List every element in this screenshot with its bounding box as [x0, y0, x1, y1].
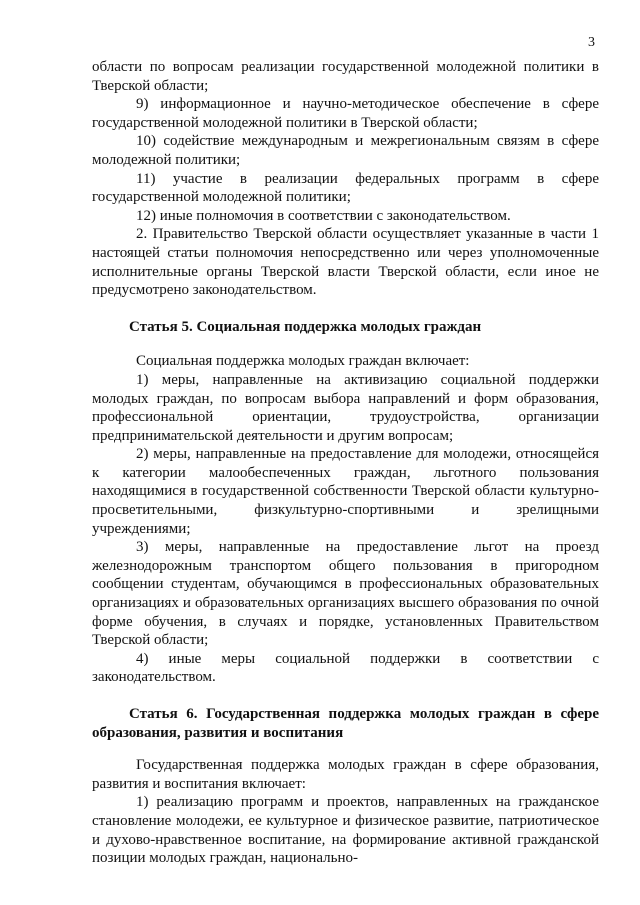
page-number: 3	[588, 35, 595, 50]
list-item-9: 9) информационное и научно-методическое обеспечение в сфере государственной молодежной политики в Тверской области;	[92, 96, 599, 131]
article-6-item-1: 1) реализацию программ и проектов, направленных на гражданское становление молодежи, ее культурное и физическое развитие, патриотическое и духово-нравственное воспитание, на формирование активной гражданской позиции молодых граждан, национально-	[92, 794, 599, 867]
article-5-item-3: 3) меры, направленные на предоставление льгот на проезд железнодорожным транспортом общего пользования в пригородном сообщении студентам, обучающимся в профессиональных образовательных организациях и образовательных организациях высшего образования по очной форме обучения, в случаях и порядке, установленных Правительством Тверской области;	[92, 539, 599, 649]
article-5-item-4: 4) иные меры социальной поддержки в соответствии с законодательством.	[92, 650, 599, 686]
list-item-12: 12) иные полномочия в соответствии с законодательством.	[136, 207, 511, 224]
article-5-item-2: 2) меры, направленные на предоставление для молодежи, относящейся к категории малообеспеченных граждан, льготного пользования находящимися в государственной собственности Тверской области культурно-просветительными, физкультурно-спортивными и зрелищными учреждениями;	[92, 446, 599, 537]
list-item-11: 11) участие в реализации федеральных программ в сфере государственной молодежной политики;	[92, 170, 599, 206]
document-body	[92, 58, 599, 868]
list-item-10: 10) содействие международным и межрегиональным связям в сфере молодежной политики;	[92, 133, 599, 168]
article-6-heading: Статья 6. Государственная поддержка молодых граждан в сфере образования, развития и воспитания	[92, 706, 599, 741]
article-5-item-1: 1) меры, направленные на активизацию социальной поддержки молодых граждан, по вопросам выбора направлений и форм образования, профессиональной ориентации, трудоустройства, организации предпринимательской деятельности и другим вопросам;	[92, 371, 599, 444]
article-5-intro: Социальная поддержка молодых граждан включает:	[136, 353, 470, 370]
article-5-heading: Статья 5. Социальная поддержка молодых граждан	[129, 318, 482, 335]
paragraph-continuation: области по вопросам реализации государственной молодежной политики в Тверской области;	[92, 59, 599, 94]
paragraph-part-2: 2. Правительство Тверской области осуществляет указанные в части 1 настоящей статьи полномочия непосредственно или через уполномоченные исполнительные органы Тверской власти Тверской области, если иное не предусмотрено законодательством.	[92, 226, 599, 299]
article-6-intro: Государственная поддержка молодых граждан в сфере образования, развития и воспитания включает:	[92, 757, 599, 792]
